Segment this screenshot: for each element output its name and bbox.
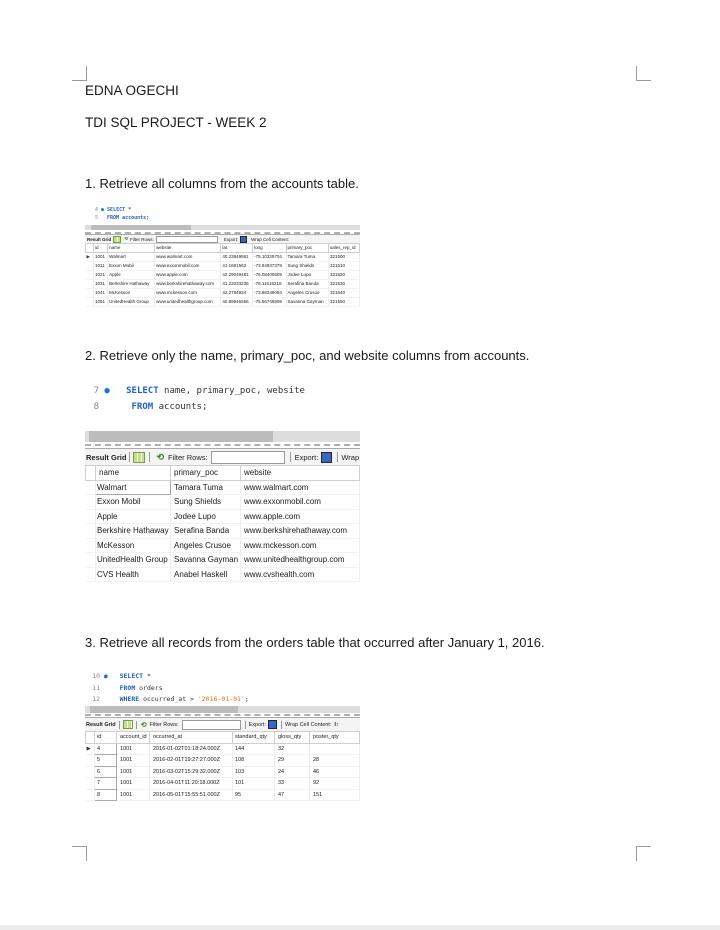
- q1-result-table: [85, 243, 360, 307]
- table-cell[interactable]: 92: [310, 778, 360, 790]
- page-bottom-edge: [0, 925, 720, 930]
- export-label[interactable]: Export:: [223, 236, 239, 242]
- sql-code: name, primary_poc, website: [158, 386, 305, 396]
- table-cell[interactable]: 1031: [94, 280, 108, 289]
- table-cell[interactable]: Walmart: [108, 253, 155, 262]
- filter-rows-input[interactable]: [211, 451, 285, 464]
- table-cell[interactable]: 46: [310, 766, 360, 778]
- table-cell[interactable]: 41.22033236: [221, 280, 253, 289]
- table-cell[interactable]: 42.29049481: [221, 271, 253, 280]
- filter-rows-label: Filter Rows:: [167, 452, 208, 462]
- table-cell[interactable]: 1021: [94, 271, 108, 280]
- table-cell[interactable]: -75.56746909: [253, 298, 286, 307]
- table-cell[interactable]: 2016-03-02T15:29:32.000Z: [150, 766, 233, 778]
- sql-line: [88, 694, 249, 706]
- line-number: 8: [93, 402, 99, 412]
- refresh-icon[interactable]: ⟲: [156, 451, 164, 462]
- scrollbar-thumb[interactable]: [89, 431, 273, 442]
- table-header-row: [86, 466, 360, 481]
- table-row[interactable]: [86, 262, 360, 271]
- table-row[interactable]: [86, 509, 360, 524]
- table-cell[interactable]: www.cvshealth.com: [241, 567, 360, 582]
- table-cell[interactable]: 101: [233, 778, 275, 790]
- sql-keyword: WHERE: [119, 695, 140, 703]
- sql-line: 4 ● SELECT *: [90, 206, 149, 214]
- table-row[interactable]: [86, 495, 360, 510]
- table-cell[interactable]: 33: [275, 778, 310, 790]
- filter-rows-label: Filter Rows:: [149, 721, 179, 728]
- sql-code: ;: [244, 695, 249, 703]
- line-number: 7: [93, 386, 99, 396]
- table-row[interactable]: [86, 553, 360, 568]
- table-cell[interactable]: 7: [95, 778, 117, 790]
- export-icon[interactable]: [268, 720, 277, 729]
- table-cell[interactable]: 144: [233, 743, 275, 755]
- table-cell[interactable]: www.unitedhealthgroup.com: [155, 298, 221, 307]
- table-cell[interactable]: 1001: [117, 766, 150, 778]
- table-cell[interactable]: 1001: [94, 253, 108, 262]
- table-cell[interactable]: Apple: [96, 509, 171, 524]
- table-cell[interactable]: 108: [233, 755, 275, 767]
- column-header[interactable]: website: [241, 466, 360, 481]
- table-cell[interactable]: 321530: [328, 280, 359, 289]
- column-header[interactable]: lat: [221, 244, 253, 253]
- table-cell[interactable]: 6: [95, 766, 117, 778]
- question-1-heading: 1. Retrieve all columns from the accounts table.: [85, 176, 359, 191]
- column-header[interactable]: account_id: [117, 732, 150, 744]
- column-header[interactable]: sales_rep_id: [328, 244, 359, 253]
- export-icon[interactable]: [321, 452, 332, 463]
- table-cell[interactable]: Tamara Tuma: [286, 253, 328, 262]
- result-grid-tab[interactable]: Result Grid: [86, 721, 116, 728]
- column-header[interactable]: occurred_at: [150, 732, 233, 744]
- sql-code: *: [143, 672, 151, 680]
- table-header-row: [86, 244, 360, 253]
- table-cell[interactable]: www.mckesson.com: [155, 289, 221, 298]
- sql-line: 10 ● SELECT *: [88, 671, 249, 683]
- panel-divider: [85, 714, 360, 716]
- table-row[interactable]: [86, 766, 360, 778]
- table-row[interactable]: [86, 298, 360, 307]
- filter-rows-label: Filter Rows:: [130, 236, 154, 242]
- table-cell[interactable]: 1011: [94, 262, 108, 271]
- table-row[interactable]: [86, 271, 360, 280]
- table-cell[interactable]: www.unitedhealthgroup.com: [241, 553, 360, 568]
- column-header[interactable]: poster_qty: [310, 732, 360, 744]
- column-header[interactable]: long: [253, 244, 286, 253]
- q3-result-toolbar: [85, 717, 360, 732]
- line-number: 12: [92, 695, 100, 703]
- sql-line: [90, 214, 149, 222]
- table-cell[interactable]: 40.89546556: [221, 298, 253, 307]
- doc-title: TDI SQL PROJECT - WEEK 2: [85, 115, 267, 130]
- table-cell[interactable]: Berkshire Hathaway: [96, 524, 171, 539]
- crop-mark-bottom-left: [72, 846, 87, 861]
- column-header[interactable]: website: [155, 244, 221, 253]
- table-cell[interactable]: Exxon Mobil: [108, 262, 155, 271]
- table-cell[interactable]: 103: [233, 766, 275, 778]
- sql-code: accounts;: [153, 402, 208, 412]
- table-cell[interactable]: McKesson: [108, 289, 155, 298]
- sql-keyword: SELECT: [126, 386, 159, 396]
- sql-string: '2016-01-01': [197, 695, 245, 703]
- row-pointer-header: [86, 466, 96, 481]
- table-cell[interactable]: 151: [310, 789, 360, 801]
- table-cell[interactable]: -76.11516218: [253, 280, 286, 289]
- table-cell[interactable]: Apple: [108, 271, 155, 280]
- q3-result-table: [85, 731, 360, 801]
- export-label[interactable]: Export:: [248, 721, 266, 728]
- table-row[interactable]: [86, 778, 360, 790]
- sql-code: occurred_at >: [139, 695, 198, 703]
- table-cell[interactable]: 1001: [117, 789, 150, 801]
- table-cell[interactable]: Sung Shields: [286, 262, 328, 271]
- grid-icon[interactable]: [133, 452, 145, 463]
- q1-sql-editor[interactable]: [90, 206, 149, 222]
- result-grid-tab[interactable]: Result Grid: [86, 452, 127, 462]
- table-cell[interactable]: www.exxonmobil.com: [241, 495, 360, 510]
- sql-line: [88, 683, 249, 695]
- table-cell[interactable]: Angeles Crusoe: [171, 538, 241, 553]
- grid-icon[interactable]: [113, 236, 121, 243]
- table-row[interactable]: [86, 289, 360, 298]
- table-row[interactable]: [86, 480, 360, 495]
- table-cell[interactable]: 8: [95, 789, 117, 801]
- table-cell[interactable]: 47: [275, 789, 310, 801]
- q2-result-toolbar: [85, 448, 360, 466]
- filter-rows-input[interactable]: [182, 720, 241, 730]
- panel-divider: [85, 444, 360, 446]
- table-row[interactable]: [86, 755, 360, 767]
- column-header[interactable]: id: [95, 732, 117, 744]
- horizontal-scrollbar[interactable]: [85, 225, 360, 230]
- result-grid-tab[interactable]: Result Grid: [87, 236, 112, 242]
- table-cell[interactable]: Serafina Banda: [171, 524, 241, 539]
- table-header-row: [86, 732, 360, 744]
- table-cell[interactable]: www.berkshirehathaway.com: [241, 524, 360, 539]
- sql-code: SELECT *: [107, 207, 132, 213]
- table-cell[interactable]: www.walmart.com: [155, 253, 221, 262]
- table-cell[interactable]: 28: [310, 755, 360, 767]
- table-row[interactable]: [86, 538, 360, 553]
- table-cell[interactable]: 2016-01-02T01:18:24.000Z: [150, 743, 233, 755]
- table-row[interactable]: [86, 743, 360, 755]
- table-cell[interactable]: 41.1691563: [221, 262, 253, 271]
- author-name: EDNA OGECHI: [85, 83, 179, 98]
- table-cell[interactable]: -73.98349094: [253, 289, 286, 298]
- row-pointer-icon: ▶: [86, 743, 95, 755]
- table-cell[interactable]: Savanna Gayman: [286, 298, 328, 307]
- table-cell[interactable]: UnitedHealth Group: [96, 553, 171, 568]
- table-row[interactable]: [86, 567, 360, 582]
- crop-mark-top-left: [72, 66, 87, 81]
- grid-icon[interactable]: [123, 720, 133, 729]
- table-cell[interactable]: www.exxonmobil.com: [155, 262, 221, 271]
- row-pointer-header: [86, 732, 95, 744]
- question-3-heading: 3. Retrieve all records from the orders table that occurred after January 1, 2016.: [85, 635, 545, 650]
- table-row[interactable]: [86, 253, 360, 262]
- table-cell[interactable]: Jodee Lupo: [171, 509, 241, 524]
- table-cell[interactable]: 4: [95, 743, 117, 755]
- line-number: 5: [94, 215, 98, 221]
- q2-result-table: [85, 465, 360, 582]
- column-header[interactable]: standard_qty: [233, 732, 275, 744]
- table-cell[interactable]: -75.10329704: [253, 253, 286, 262]
- q2-sql-editor[interactable]: [90, 383, 305, 415]
- q3-sql-editor[interactable]: [88, 671, 249, 706]
- column-header[interactable]: primary_poc: [286, 244, 328, 253]
- line-number: 10: [92, 672, 100, 680]
- table-cell[interactable]: 321520: [328, 271, 359, 280]
- export-label[interactable]: Export:: [294, 452, 319, 462]
- table-cell[interactable]: 1051: [94, 298, 108, 307]
- table-cell[interactable]: Exxon Mobil: [96, 495, 171, 510]
- table-cell[interactable]: 321550: [328, 298, 359, 307]
- column-header[interactable]: name: [96, 466, 171, 481]
- table-cell[interactable]: 5: [95, 755, 117, 767]
- sql-code: orders: [135, 683, 163, 692]
- row-pointer-header: [86, 244, 94, 253]
- table-cell[interactable]: 2016-04-01T11:20:18.000Z: [150, 778, 233, 790]
- table-cell[interactable]: 2016-05-01T15:55:51.000Z: [150, 789, 233, 801]
- table-cell[interactable]: 95: [233, 789, 275, 801]
- sql-keyword: FROM: [119, 683, 136, 692]
- table-cell[interactable]: Sung Shields: [171, 495, 241, 510]
- table-cell[interactable]: www.berkshirehathaway.com: [155, 280, 221, 289]
- sql-keyword: FROM: [131, 402, 154, 412]
- table-cell[interactable]: Savanna Gayman: [171, 553, 241, 568]
- column-header[interactable]: primary_poc: [171, 466, 241, 481]
- column-header[interactable]: name: [108, 244, 155, 253]
- line-number: 4: [94, 207, 98, 213]
- crop-mark-top-right: [636, 66, 651, 81]
- row-pointer-icon: ▶: [86, 253, 94, 262]
- table-cell[interactable]: Tamara Tuma: [171, 480, 241, 495]
- scrollbar-thumb[interactable]: [91, 225, 191, 230]
- scrollbar-thumb[interactable]: [90, 706, 238, 713]
- horizontal-scrollbar[interactable]: [85, 431, 360, 442]
- table-cell[interactable]: Jodee Lupo: [286, 271, 328, 280]
- sql-code: FROM accounts;: [107, 215, 150, 221]
- table-cell[interactable]: 1001: [117, 778, 150, 790]
- table-cell[interactable]: -73.84937379: [253, 262, 286, 271]
- export-icon[interactable]: [240, 236, 247, 243]
- table-cell[interactable]: UnitedHealth Group: [108, 298, 155, 307]
- table-cell[interactable]: Walmart: [96, 480, 171, 495]
- table-cell[interactable]: 29: [275, 755, 310, 767]
- line-number: 11: [92, 683, 100, 692]
- table-cell[interactable]: 40.23849561: [221, 253, 253, 262]
- table-cell[interactable]: www.walmart.com: [241, 480, 360, 495]
- crop-mark-bottom-right: [636, 846, 651, 861]
- table-cell[interactable]: www.mckesson.com: [241, 538, 360, 553]
- table-cell[interactable]: Serafina Banda: [286, 280, 328, 289]
- table-cell[interactable]: 32: [275, 743, 310, 755]
- table-cell[interactable]: 1001: [117, 743, 150, 755]
- filter-rows-input[interactable]: [156, 236, 218, 243]
- table-cell[interactable]: 24: [275, 766, 310, 778]
- table-cell[interactable]: Angeles Crusoe: [286, 289, 328, 298]
- table-cell[interactable]: CVS Health: [96, 567, 171, 582]
- horizontal-scrollbar[interactable]: [85, 706, 360, 713]
- wrap-cell-label: Wrap: [341, 452, 360, 462]
- table-cell[interactable]: 321510: [328, 262, 359, 271]
- wrap-toggle-icon[interactable]: I↕: [334, 721, 339, 728]
- sql-keyword: SELECT: [119, 672, 144, 680]
- refresh-icon[interactable]: ⟲: [140, 721, 147, 729]
- table-cell[interactable]: Berkshire Hathaway: [108, 280, 155, 289]
- wrap-cell-label: Wrap Cell Content:: [285, 721, 332, 728]
- table-cell[interactable]: 2016-02-01T19:27:27.000Z: [150, 755, 233, 767]
- table-cell[interactable]: 321500: [328, 253, 359, 262]
- table-cell[interactable]: 321540: [328, 289, 359, 298]
- table-cell[interactable]: [310, 743, 360, 755]
- table-row[interactable]: [86, 789, 360, 801]
- table-cell[interactable]: 42.2784934: [221, 289, 253, 298]
- refresh-icon[interactable]: ⟲: [124, 236, 129, 241]
- table-cell[interactable]: -76.08400509: [253, 271, 286, 280]
- table-cell[interactable]: www.apple.com: [241, 509, 360, 524]
- table-cell[interactable]: Anabel Haskell: [171, 567, 241, 582]
- table-cell[interactable]: www.apple.com: [155, 271, 221, 280]
- table-cell[interactable]: 1001: [117, 755, 150, 767]
- table-cell[interactable]: 1041: [94, 289, 108, 298]
- table-row[interactable]: [86, 280, 360, 289]
- sql-line: 7 ● SELECT name, primary_poc, website: [90, 383, 305, 399]
- table-cell[interactable]: McKesson: [96, 538, 171, 553]
- table-row[interactable]: [86, 524, 360, 539]
- question-2-heading: 2. Retrieve only the name, primary_poc, and website columns from accounts.: [85, 348, 530, 363]
- wrap-cell-label: Wrap Cell Content:: [251, 236, 290, 242]
- column-header[interactable]: gloss_qty: [275, 732, 310, 744]
- column-header[interactable]: id: [94, 244, 108, 253]
- sql-line: [90, 399, 305, 415]
